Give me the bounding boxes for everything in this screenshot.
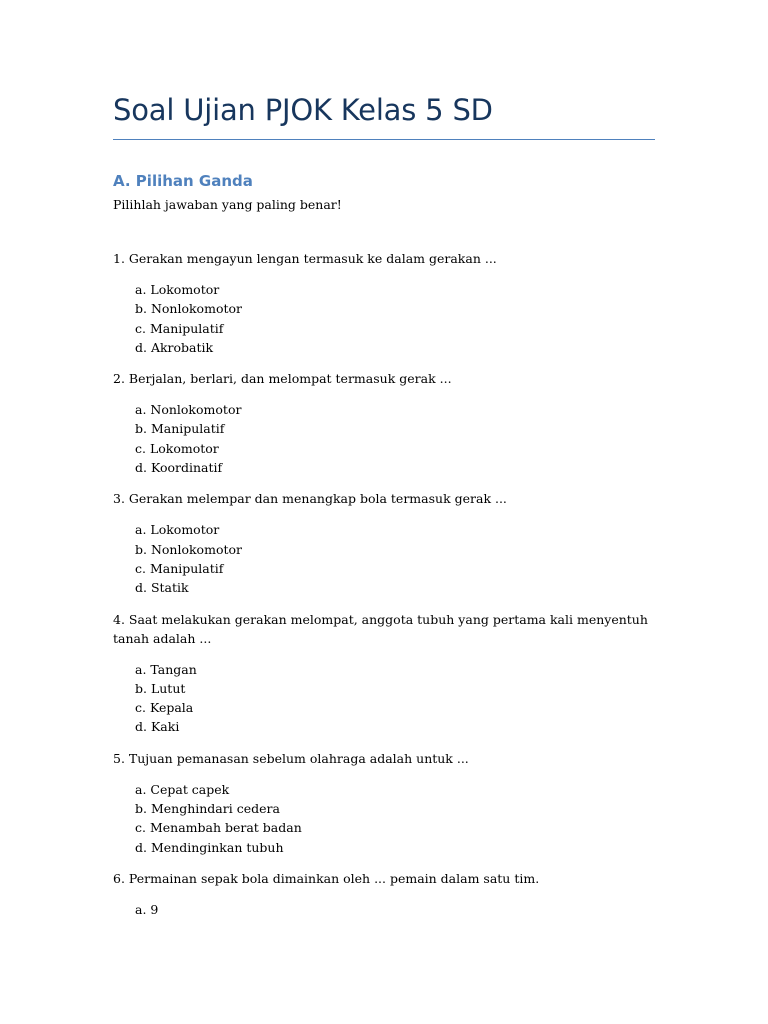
option-b: b. Nonlokomotor	[135, 541, 242, 557]
option-b: b. Nonlokomotor	[135, 301, 242, 317]
title-divider	[113, 139, 655, 140]
option-a: a. Lokomotor	[135, 282, 220, 297]
question-text: 6. Permainan sepak bola dimainkan oleh ... pemain dalam satu tim.	[113, 870, 540, 886]
option-list	[113, 280, 655, 357]
option-b: b. Lutut	[135, 680, 186, 696]
option-d: d. Statik	[135, 580, 189, 596]
option-c: c. Kepala	[135, 700, 194, 716]
option-list	[113, 780, 655, 857]
question-text: 2. Berjalan, berlari, dan melompat termasuk gerak ...	[113, 371, 452, 387]
question-5	[113, 749, 655, 857]
option-a: a. Lokomotor	[135, 522, 220, 538]
option-d: d. Koordinatif	[135, 460, 223, 476]
option-list	[113, 520, 655, 597]
option-d: d. Mendinginkan tubuh	[135, 839, 284, 855]
question-text: 1. Gerakan mengayun lengan termasuk ke dalam gerakan ...	[113, 251, 497, 266]
question-3	[113, 489, 655, 597]
question-4	[113, 610, 655, 737]
question-text: 4. Saat melakukan gerakan melompat, anggota tubuh yang pertama kali menyentuh tanah adalah ...	[113, 611, 648, 646]
option-b: b. Menghindari cedera	[135, 801, 280, 817]
option-list	[113, 900, 655, 919]
section-heading: A. Pilihan Ganda	[113, 172, 253, 190]
option-list	[113, 400, 655, 477]
page-title: Soal Ujian PJOK Kelas 5 SD	[113, 93, 493, 127]
option-d: d. Kaki	[135, 719, 180, 735]
question-1	[113, 249, 655, 357]
question-text: 3. Gerakan melempar dan menangkap bola termasuk gerak ...	[113, 491, 507, 507]
option-a: a. Tangan	[135, 661, 197, 677]
question-text: 5. Tujuan pemanasan sebelum olahraga adalah untuk ...	[113, 750, 469, 766]
option-b: b. Manipulatif	[135, 421, 225, 437]
option-c: c. Manipulatif	[135, 320, 224, 336]
option-a: a. Cepat capek	[135, 781, 230, 797]
question-list	[113, 249, 655, 931]
option-a: a. 9	[135, 901, 159, 917]
section-instruction: Pilihlah jawaban yang paling benar!	[113, 197, 342, 212]
option-a: a. Nonlokomotor	[135, 402, 242, 418]
question-6	[113, 869, 655, 919]
option-c: c. Manipulatif	[135, 560, 224, 576]
option-c: c. Menambah berat badan	[135, 820, 302, 836]
question-2	[113, 369, 655, 477]
option-d: d. Akrobatik	[135, 339, 214, 355]
option-c: c. Lokomotor	[135, 440, 219, 456]
option-list	[113, 660, 655, 737]
